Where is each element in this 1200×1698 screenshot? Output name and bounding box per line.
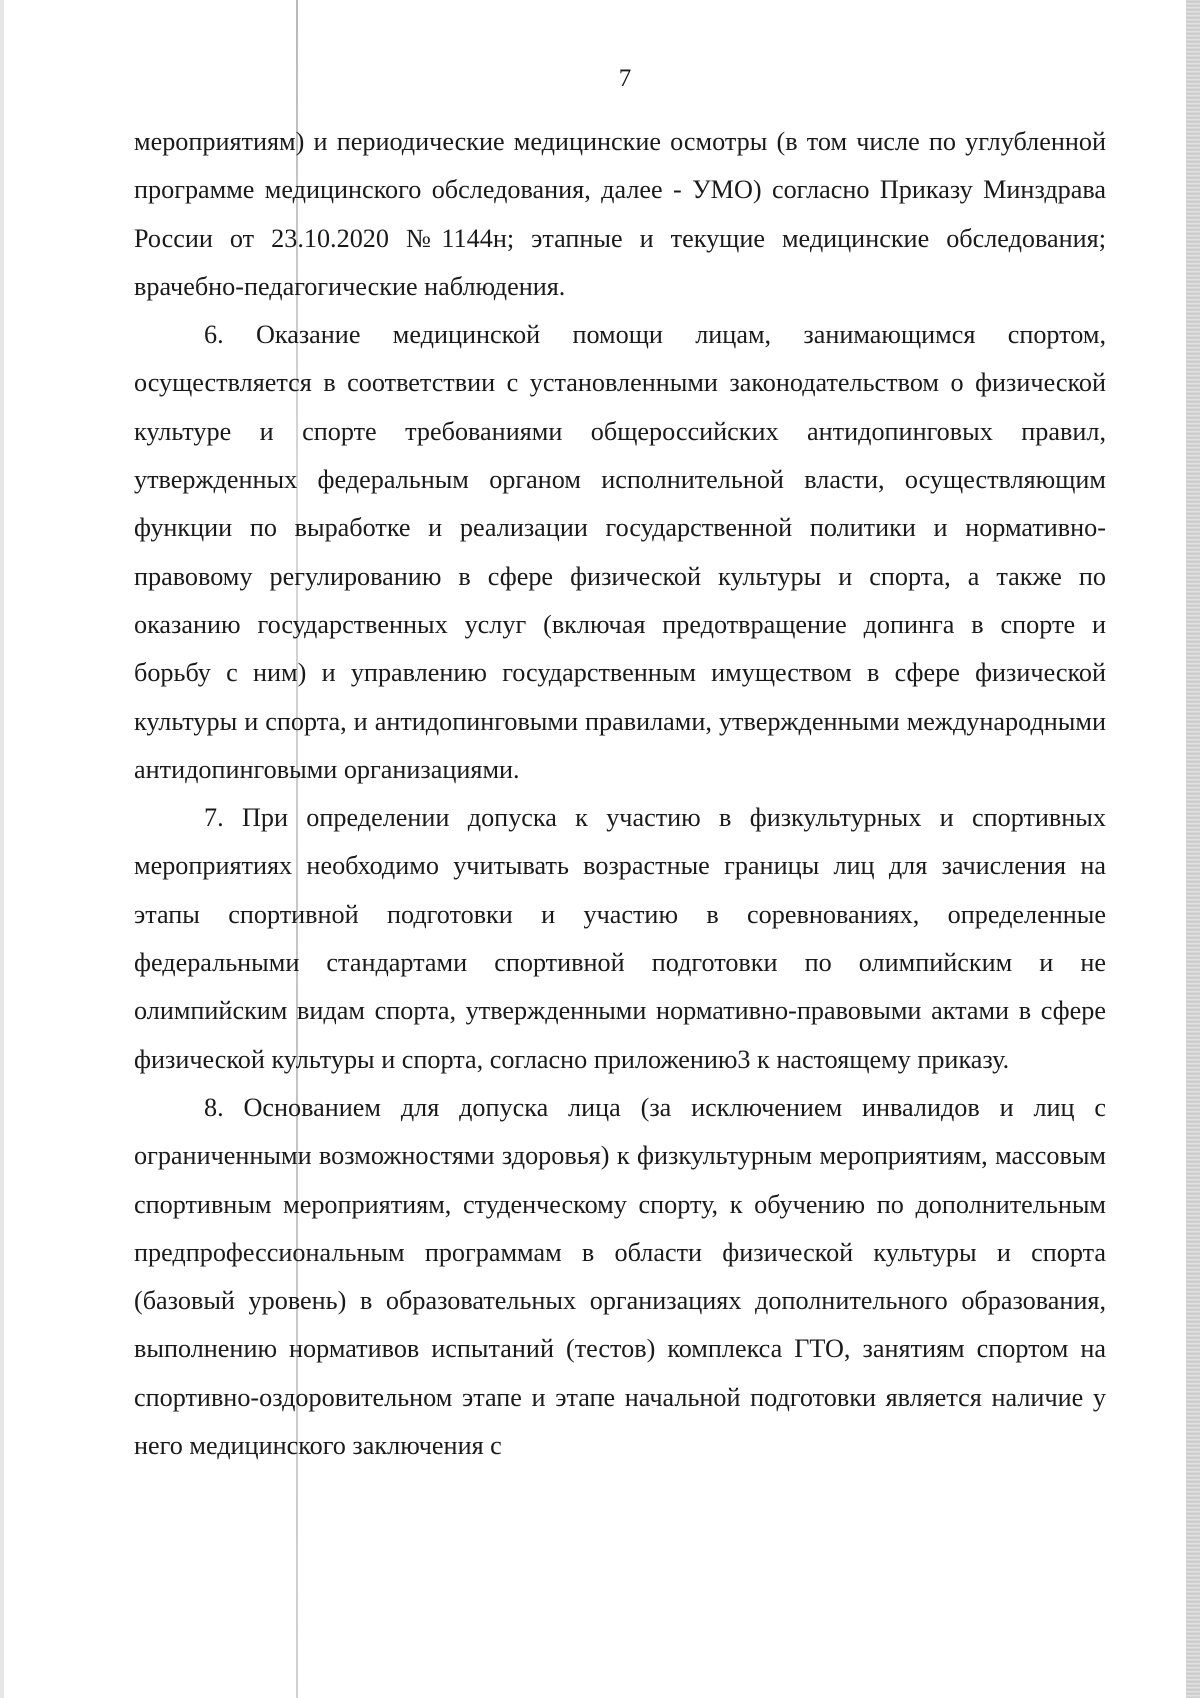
paragraph-7: 7. При определении допуска к участию в физкультурных и спортивных мероприятиях необходимо учитывать возрастные границы лиц для зачисления на этапы спортивной подготовки и участию в соревнованиях, определенные федеральными стандартами спортивной подготовки по олимпийским и не олимпийским видам спорта, утвержденными нормативно-правовыми актами в сфере физической культуры и спорта, согласно приложению3 к настоящему приказу. (134, 803, 1106, 1074)
scan-left-edge (0, 0, 4, 1698)
paragraph-continuation: мероприятиям) и периодические медицинские осмотры (в том числе по углубленной программе медицинского обследования, далее - УМО) согласно Приказу Минздрава России от 23.10.2020 №1144н; этапные и текущие медицинские обследования; врачебно-педагогические наблюдения. (134, 127, 1106, 301)
scan-right-edge (1186, 0, 1200, 1698)
document-body (134, 118, 1106, 1470)
paragraph-8: 8. Основанием для допуска лица (за исключением инвалидов и лиц с ограниченными возможностями здоровья) к физкультурным мероприятиям, массовым спортивным мероприятиям, студенческому спорту, к обучению по дополнительным предпрофессиональным программам в области физической культуры и спорта (базовый уровень) в образовательных организациях дополнительного образования, выполнению нормативов испытаний (тестов) комплекса ГТО, занятиям спортом на спортивно-оздоровительном этапе и этапе начальной подготовки является наличие у него медицинского заключения с (134, 1092, 1106, 1461)
paragraph-6: 6. Оказание медицинской помощи лицам, занимающимся спортом, осуществляется в соответствии с установленными законодательством о физической культуре и спорте требованиями общероссийских антидопинговых правил, утвержденных федеральным органом исполнительной власти, осуществляющим функции по выработке и реализации государственной политики и нормативно-правовому регулированию в сфере физической культуры и спорта, а также по оказанию государственных услуг (включая предотвращение допинга в спорте и борьбу с ним) и управлению государственным имуществом в сфере физической культуры и спорта, и антидопинговыми правилами, утвержденными международными антидопинговыми организациями. (134, 320, 1106, 784)
page-number: 7 (618, 65, 632, 92)
